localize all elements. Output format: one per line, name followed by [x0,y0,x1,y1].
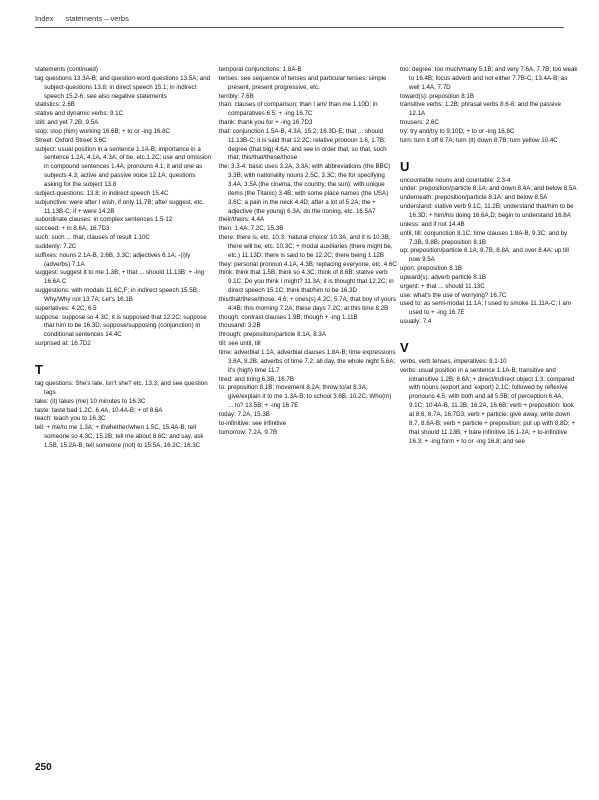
index-entry: trousers: 2.6C [400,119,439,127]
index-entry: thousand: 3.2B [219,322,261,330]
index-entry: take: (it) takes (me) 10 minutes to 16.3C [35,397,146,405]
index-entry: tell: + me/to me 1.3A; + if/whether/when 1.5C, 15.4A-B; tell someone so 4.3C, 15.2B; tell me about 8.6C; and say, ask 1.5B, 15.2A-B; tell someone (not) to 15.5A, 16.2C, 16.3C [35,424,204,449]
index-entry: to: preposition 8.1B; movement 8.2A; throw to/at 8.3A; give/explain it to me 1.3A-B; to school 3.6B, 10.2C; Who(m) ... to? 13.5B; + -ing 16.7E [219,384,392,410]
index-entry: usually: 7.4 [400,318,432,326]
index-entry: still: and yet 7.2B, 9.5A [35,119,99,127]
index-entry: suddenly: 7.2C [35,242,77,250]
header-topic: statements – verbs [65,14,129,23]
index-entry: today: 7.2A, 15.3B [219,410,270,418]
index-entry: terribly: 7.6B [219,92,254,100]
index-entry: time: adverbial 1.1A; adverbial clauses 1.8A-B; time expressions 3.6A, 8.2B; adverbs of time 7.2; all day, the whole night 5.6A; it's (high) time 11.7 [219,349,396,374]
index-entry: subject-questions: 13.8; in indirect speech 15.4C [35,189,169,197]
index-entry: tenses: see sequence of tenses and particular tenses: simple present, present progressive, etc. [219,74,387,91]
index-entry: unless: and if not 14.4B [400,220,465,228]
index-entry: until, till: conjunction 8.1C: time clauses 1.8A-B, 9.3C; and by 7.3B, 9.8B; preposition 8.1B [400,229,568,246]
index-entry: temporal conjunctions: 1.8A-B [219,66,302,73]
running-header [35,14,139,23]
index-entry: verbs: usual position in a sentence 1.1A-B; transitive and intransitive 1.2B, 8.6A; + direct/indirect object 1.3; compared with nouns (export and 'export) 2.1C; followed by reflexive pronouns 4.5; with both and all 5.5B; of perception 6.4A, 9.1C, 10.4A-B, 11.2B, 16.2A, 16.6B; verb + preposition: look at 8.6, 8.7A, 16.7D3; verb + particle: give away, write down 8.7, 8.8A-B; verb + particle + preposition: put up with 8.8D; + that should 11.13B; + bare infinitive 16.1-2A; + to-infinitive 16.3; + -ing form + to or -ing 16.8; and see [400,366,575,445]
index-entry: Street: Oxford Street 3.6C [35,136,107,144]
index-entry: turn: turn it off 8.7A; turn (it) down 8.7B; turn yellow 10.4C [400,136,558,144]
index-entry: upward(s): adverb particle 8.1B [400,273,486,281]
index-entry: try: try and/try to 9.10D; + to or -ing 16.8C [400,127,515,135]
index-entry: urgent: + that ... should 11.13C [400,282,485,290]
index-entry: upon: preposition 8.1B [400,265,462,273]
index-entry: taste: taste bad 1.2C, 6.4A, 10.4A-B; + of 8.6A [35,406,163,414]
index-column-1 [35,66,213,451]
index-entry: tag questions 13.3A-B; and question-word questions 13.5A; and subject-questions 13.8; in direct speech 15.1; in indirect speech 15.2-6; see also negative statements [35,74,211,100]
index-entry: suggestions: with modals 11.6C,F; in indirect speech 15.5B; Why/Why not 13.7A; Let's 16.1B [35,287,199,303]
header-section: Index [35,14,54,23]
index-entry: transitive verbs: 1.2B; phrasal verbs 8.6-8; and the passive 12.1A [400,101,561,118]
header-rule [35,27,564,28]
index-entry: tired: and tiring 6.3B, 16.7B [219,375,294,383]
index-entry: though: contrast clauses 1.9B; though + -ing 1.11B [219,313,358,321]
index-entry: tag questions: She's late, isn't she? etc. 13.3; and see question tags [35,380,208,396]
index-entry: toward(s): preposition 8.1B [400,92,474,100]
index-entry: suggest: suggest it to me 1.3B; + that ... should 11.13B; + -ing 16.6A.C [35,269,205,286]
index-entry: superlatives: 4.2C, 6.5 [35,304,97,312]
section-letter: V [400,339,409,355]
index-entry: they: personal pronoun 4.1A, 4.3B; replacing everyone, etc. 4.6C [219,260,397,268]
index-entry: too: degree: too much/many 5.1B; and very 7.6A, 7.7B; too weak to 16.4B; focus adverb and not either 7.7B-C, 13.4A-B; as well 1.4A, 7.7D [400,66,578,91]
index-entry: underneath: preposition/particle 8.1A; and below 8.5A [400,194,548,202]
index-entry: use: what's the use of worrying? 16.7C [400,291,507,299]
index-entry: subject: usual position in a sentence 1.1A-B; importance in a sentence 1.2A, 4.1A, 4.3A; of be, etc.1.2C; use and omission in compound sentences 1.4A; pronouns 4.1; it and one as subjects 4.3; active and passive voice 12.1A; questions asking for the subject 13.8 [35,145,212,188]
index-entry: under: preposition/particle 8.1A; and down 8.4A; and below 8.5A [400,185,577,193]
index-column-3 [400,66,578,446]
index-entry: think: think that 1.5B; think so 4.3C; think of 8.6B; stative verb 9.1C; Do you think I might? 11.3A; it is thought that 12.2C; in direct speech 15.1C; think that/him to be 16.3D [219,269,394,295]
index-entry: up: preposition/particle 8.1A, 8.7B, 8.8A; and over 8.4A; up till now 9.5A [400,247,569,264]
index-entry: than: clauses of comparison; than I am/ than me 1.10D; in comparatives 6.5; + -ing 16.7C [219,101,378,118]
index-entry: stative and dynamic verbs: 9.1C [35,110,124,118]
index-entry: the: 3.3-4: basic uses 3.2A, 3.3A; with abbreviations (the BBC) 3.3B; with nationality nouns 2.5C, 3.3C; the for specifying 3.4A, 3.5A (the cinema, the country, the sun); with unique items (the Titanic) 3.4B; with some place names (the USA) 3.6C; a pain in the neck 4.4D; after a lot of 5.2A; the + adjective (the young) 6.3A; do the ironing, etc. 16.5A7 [219,163,391,215]
section-letter: T [35,362,43,377]
index-entry: subordinate clauses: in complex sentences 1.5-12 [35,216,173,224]
index-entry: there: there is, etc. 10.3: 'natural choice' 10.3A; and it is 10.3B; there will be, etc. 10.3C; + modal auxiliaries (there might be, etc.) 11.13D; there is said to be 12.2C; there being 1.12B [219,234,393,259]
index-entry: tomorrow: 7.2A, 9.7B [219,428,278,436]
index-entry: suppose: suppose so 4.3C; it is supposed that 12.2C; suppose that him to be 16.3D; suppose/supposing (conjunction) in conditional sentences 14.4C [35,313,207,339]
index-entry: verbs, verb tenses, imperatives: 9.1-10 [400,357,507,365]
index-column-2 [219,66,397,437]
index-entry: teach: teach you to 16.3C [35,415,106,423]
index-entry: surprised at: 16.7D2 [35,340,91,348]
index-entry: statistics: 2.6B [35,101,75,109]
index-entry: till: see until, till [219,340,261,348]
index-entry: subjunctive: were after I wish, if only 11.7B; after suggest, etc. 11.13B-C; if + were 14.2B [35,198,205,215]
index-entry: used to: as semi-modal 11.1A; I used to smoke 11.11A-C; I am used to + -ing 16.7E [400,300,571,317]
index-entry: thank: thank you for + -ing 16.7D3 [219,119,313,127]
index-entry: succeed: + in 8.6A, 16.7D3 [35,225,110,233]
index-entry: their/theirs: 4.4A [219,216,265,224]
page-number: 250 [35,762,52,773]
index-entry: this/that/these/those: 4.6; + ones(s) 4.2C, 5.7A; that boy of yours 4.4B; this morning 7.2A; these days 7.2C; at this time 8.2B [219,295,396,312]
index-entry: understand: stative verb 9.1C, 11.2B; understand that/him to be 16.3D; + him/his doing 16.6A,D; begin to understand 16.8A [400,203,574,219]
index-entry: statements (continued) [35,66,98,73]
index-entry: such: such ... that, clauses of result 1.10C [35,234,150,242]
index-entry: to-infinitive: see infinitive [219,419,287,427]
index-entry: through: preposition/particle 8.1A, 8.3A [219,331,326,339]
index-entry: stop: stop (him) working 16.6B; + to or -ing 16.8C [35,127,170,135]
index-entry: uncountable nouns and countable: 2.3-4 [400,176,511,184]
index-entry: then: 1.4A, 7.2C, 15.3B [219,225,284,233]
index-entry: that: conjunction 1.5A-B, 4.3A, 15.2, 16.3D-E; that ... should 11.13B-C; it is said that 12.2C; relative pronoun 1.6, 1.7B; degree (that big) 4.6A; and see in order that, so that, such that; this/that/these/those [219,127,387,162]
section-letter: U [400,158,410,174]
index-entry: suffixes: nouns 2.1A-B, 2.6B, 3.3C; adjectives 6.1A; -(i)ly (adverbs) 7.1A [35,251,191,268]
